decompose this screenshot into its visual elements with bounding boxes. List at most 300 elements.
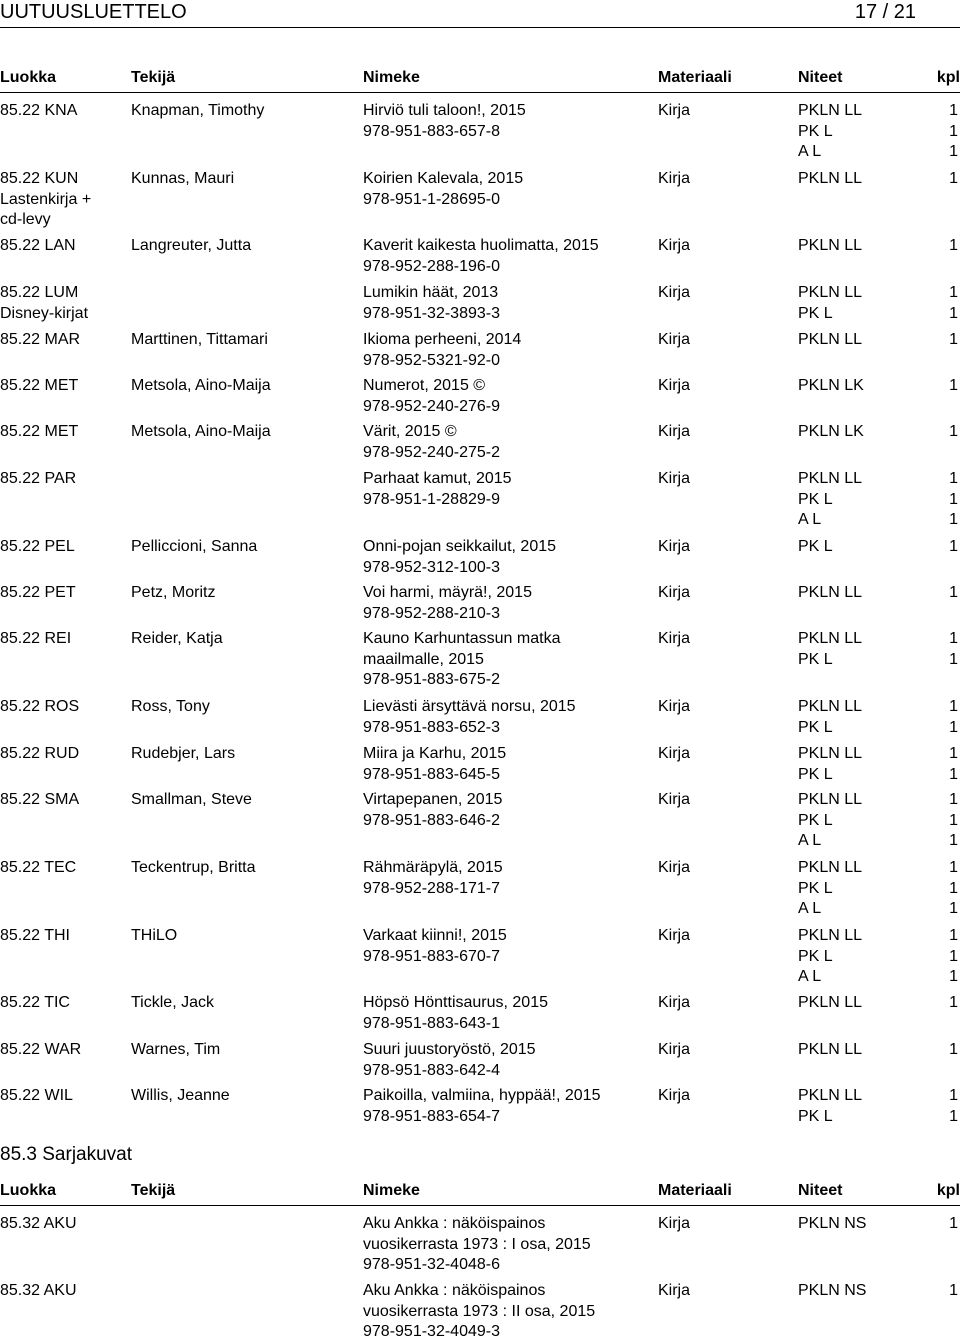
nimeke-line: Lumikin häät, 2013 [363, 284, 499, 301]
cell-tekija [131, 629, 223, 650]
luokka-line: 85.22 WAR [0, 1041, 82, 1058]
cell-luokka [0, 169, 91, 231]
cell-tekija [131, 330, 268, 351]
cell-nimeke [363, 330, 521, 371]
luokka-line: 85.22 KUN [0, 170, 79, 187]
cell-nimeke [363, 1086, 600, 1127]
nimeke-line: Kaverit kaikesta huolimatta, 2015 [363, 237, 599, 254]
kpl-line: 1 [949, 304, 958, 322]
niteet-line: A L [798, 832, 822, 849]
luokka-line: Disney-kirjat [0, 304, 89, 322]
cell-niteet [798, 629, 862, 670]
cell-nimeke [363, 583, 532, 624]
nimeke-line: Aku Ankka : näköispainos [363, 1282, 546, 1299]
column-header-niteet: Niteet [798, 69, 843, 86]
kpl-line: 1 [949, 170, 958, 187]
kpl-line: 1 [949, 994, 958, 1011]
niteet-line: PK L [798, 879, 833, 897]
nimeke-line: 978-951-1-28829-9 [363, 490, 500, 508]
cell-kpl [949, 744, 958, 785]
cell-kpl [949, 926, 958, 988]
cell-materiaali [658, 236, 690, 257]
cell-kpl [949, 330, 958, 351]
nimeke-line: Parhaat kamut, 2015 [363, 470, 512, 487]
kpl-line: 1 [949, 122, 958, 140]
cell-materiaali [658, 101, 690, 122]
cell-nimeke [363, 283, 500, 324]
kpl-line: 1 [949, 584, 958, 601]
cell-materiaali [658, 1214, 690, 1235]
cell-kpl [949, 537, 958, 558]
cell-tekija [131, 236, 251, 257]
nimeke-line: Varkaat kiinni!, 2015 [363, 927, 507, 944]
nimeke-line: Hirviö tuli taloon!, 2015 [363, 102, 526, 119]
luokka-line: 85.22 TEC [0, 859, 77, 876]
kpl-line: 1 [949, 1041, 958, 1058]
cell-niteet [798, 583, 862, 604]
tekija-line: Warnes, Tim [131, 1041, 221, 1058]
luokka-line: 85.22 PET [0, 584, 76, 601]
cell-niteet [798, 169, 862, 190]
cell-materiaali [658, 469, 690, 490]
tekija-line: Smallman, Steve [131, 791, 252, 808]
materiaali-line: Kirja [658, 377, 691, 394]
cell-nimeke [363, 1040, 536, 1081]
cell-nimeke [363, 1214, 591, 1276]
cell-niteet [798, 1086, 862, 1127]
nimeke-line: Ikioma perheeni, 2014 [363, 331, 522, 348]
tekija-line: Reider, Katja [131, 630, 223, 647]
niteet-line: PKLN LL [798, 237, 863, 254]
cell-materiaali [658, 283, 690, 304]
nimeke-line: 978-952-288-171-7 [363, 879, 500, 897]
nimeke-line: Voi harmi, mäyrä!, 2015 [363, 584, 532, 601]
niteet-line: PKLN LL [798, 1041, 863, 1058]
kpl-line: 1 [949, 968, 958, 985]
cell-materiaali [658, 858, 690, 879]
cell-nimeke [363, 101, 526, 142]
cell-tekija [131, 101, 264, 122]
nimeke-line: Onni-pojan seikkailut, 2015 [363, 538, 557, 555]
cell-materiaali [658, 537, 690, 558]
column-header-nimeke: Nimeke [363, 1182, 420, 1199]
column-header-niteet: Niteet [798, 1182, 843, 1199]
luokka-line: 85.22 ROS [0, 698, 80, 715]
luokka-line: 85.22 MAR [0, 331, 81, 348]
cell-kpl [949, 1086, 958, 1127]
tekija-line: Metsola, Aino-Maija [131, 423, 271, 440]
luokka-line: 85.22 LUM [0, 284, 79, 301]
cell-nimeke [363, 629, 560, 691]
column-header-kpl: kpl [936, 69, 960, 86]
nimeke-line: Paikoilla, valmiina, hyppää!, 2015 [363, 1087, 601, 1104]
kpl-line: 1 [949, 900, 958, 917]
cell-nimeke [363, 790, 502, 831]
luokka-line: 85.22 KNA [0, 102, 78, 119]
kpl-line: 1 [949, 947, 958, 965]
nimeke-line: 978-951-883-642-4 [363, 1061, 500, 1079]
luokka-line: 85.22 WIL [0, 1087, 73, 1104]
kpl-line: 1 [949, 423, 958, 440]
tekija-line: Marttinen, Tittamari [131, 331, 268, 348]
cell-kpl [949, 283, 958, 324]
nimeke-line: 978-951-883-654-7 [363, 1107, 500, 1125]
nimeke-line: Virtapepanen, 2015 [363, 791, 503, 808]
cell-nimeke [363, 926, 507, 967]
niteet-line: PKLN LL [798, 331, 863, 348]
cell-tekija [131, 422, 271, 443]
cell-luokka [0, 1281, 77, 1302]
cell-nimeke [363, 169, 523, 210]
niteet-line: PKLN LL [798, 1087, 863, 1104]
table-header-rule [0, 92, 960, 93]
materiaali-line: Kirja [658, 630, 691, 647]
niteet-line: PKLN LL [798, 584, 863, 601]
nimeke-line: 978-951-883-643-1 [363, 1014, 500, 1032]
cell-materiaali [658, 1040, 690, 1061]
nimeke-line: 978-951-883-657-8 [363, 122, 500, 140]
kpl-line: 1 [949, 745, 958, 762]
cell-kpl [949, 376, 958, 397]
nimeke-line: 978-951-883-652-3 [363, 718, 500, 736]
niteet-line: A L [798, 143, 822, 160]
cell-nimeke [363, 993, 548, 1034]
cell-nimeke [363, 469, 512, 510]
nimeke-line: 978-951-883-670-7 [363, 947, 500, 965]
cell-tekija [131, 1086, 230, 1107]
tekija-line: THiLO [131, 927, 178, 944]
niteet-line: PK L [798, 650, 833, 668]
nimeke-line: Kauno Karhuntassun matka [363, 630, 561, 647]
materiaali-line: Kirja [658, 1041, 691, 1058]
kpl-line: 1 [949, 698, 958, 715]
nimeke-line: Värit, 2015 © [363, 423, 457, 440]
cell-luokka [0, 1086, 73, 1107]
materiaali-line: Kirja [658, 927, 691, 944]
cell-materiaali [658, 744, 690, 765]
niteet-line: PK L [798, 1107, 833, 1125]
cell-kpl [949, 629, 958, 670]
cell-luokka [0, 330, 80, 351]
nimeke-line: 978-952-240-276-9 [363, 397, 500, 415]
cell-nimeke [363, 1281, 595, 1343]
cell-kpl [949, 1281, 958, 1302]
cell-nimeke [363, 697, 576, 738]
luokka-line: 85.22 PEL [0, 538, 75, 555]
cell-materiaali [658, 330, 690, 351]
kpl-line: 1 [949, 102, 958, 119]
tekija-line: Ross, Tony [131, 698, 210, 715]
column-header-luokka: Luokka [0, 1182, 57, 1199]
cell-niteet [798, 790, 862, 852]
cell-luokka [0, 101, 77, 122]
cell-niteet [798, 422, 864, 443]
cell-nimeke [363, 744, 506, 785]
cell-nimeke [363, 376, 500, 417]
nimeke-line: 978-951-883-645-5 [363, 765, 500, 783]
cell-niteet [798, 858, 862, 920]
cell-luokka [0, 236, 76, 257]
cell-kpl [949, 993, 958, 1014]
nimeke-line: 978-952-288-210-3 [363, 604, 500, 622]
luokka-line: 85.22 MET [0, 423, 79, 440]
niteet-line: PKLN LL [798, 470, 863, 487]
materiaali-line: Kirja [658, 102, 691, 119]
tekija-line: Langreuter, Jutta [131, 237, 252, 254]
tekija-line: Willis, Jeanne [131, 1087, 230, 1104]
cell-luokka [0, 993, 70, 1014]
nimeke-line: 978-951-32-4049-3 [363, 1323, 500, 1340]
tekija-line: Rudebjer, Lars [131, 745, 236, 762]
materiaali-line: Kirja [658, 423, 691, 440]
materiaali-line: Kirja [658, 994, 691, 1011]
cell-tekija [131, 993, 214, 1014]
header-rule [0, 27, 960, 28]
kpl-line: 1 [949, 832, 958, 849]
luokka-line: Lastenkirja + [0, 190, 92, 208]
cell-materiaali [658, 376, 690, 397]
luokka-line: 85.32 AKU [0, 1215, 77, 1232]
cell-niteet [798, 376, 864, 397]
nimeke-line: Numerot, 2015 © [363, 377, 486, 394]
niteet-line: PKLN LL [798, 102, 863, 119]
niteet-line: PK L [798, 122, 833, 140]
column-header-tekija: Tekijä [131, 1182, 176, 1199]
cell-niteet [798, 537, 833, 558]
cell-kpl [949, 1214, 958, 1235]
nimeke-line: 978-952-240-275-2 [363, 443, 500, 461]
cell-luokka [0, 422, 78, 443]
cell-nimeke [363, 236, 599, 277]
nimeke-line: Rähmäräpylä, 2015 [363, 859, 503, 876]
cell-kpl [949, 169, 958, 190]
kpl-line: 1 [949, 1215, 958, 1232]
niteet-line: PKLN LL [798, 745, 863, 762]
cell-niteet [798, 330, 862, 351]
cell-niteet [798, 469, 862, 531]
cell-niteet [798, 236, 862, 257]
cell-luokka [0, 858, 76, 879]
cell-luokka [0, 926, 70, 947]
materiaali-line: Kirja [658, 698, 691, 715]
niteet-line: PK L [798, 538, 833, 555]
cell-luokka [0, 469, 76, 490]
materiaali-line: Kirja [658, 237, 691, 254]
cell-niteet [798, 993, 862, 1014]
kpl-line: 1 [949, 511, 958, 528]
page-number: 17 / 21 [854, 1, 916, 23]
cell-materiaali [658, 583, 690, 604]
kpl-line: 1 [949, 765, 958, 783]
kpl-line: 1 [949, 791, 958, 808]
materiaali-line: Kirja [658, 859, 691, 876]
cell-materiaali [658, 1086, 690, 1107]
niteet-line: PKLN LK [798, 423, 864, 440]
niteet-line: PKLN LL [798, 284, 863, 301]
materiaali-line: Kirja [658, 284, 691, 301]
nimeke-line: maailmalle, 2015 [363, 650, 484, 668]
niteet-line: A L [798, 900, 822, 917]
cell-kpl [949, 858, 958, 920]
materiaali-line: Kirja [658, 1087, 691, 1104]
cell-tekija [131, 376, 271, 397]
cell-tekija [131, 169, 234, 190]
nimeke-line: 978-952-5321-92-0 [363, 351, 500, 369]
kpl-line: 1 [949, 1282, 958, 1299]
cell-kpl [949, 236, 958, 257]
luokka-line: 85.22 RUD [0, 745, 80, 762]
kpl-line: 1 [949, 331, 958, 348]
cell-kpl [949, 422, 958, 443]
cell-luokka [0, 1040, 81, 1061]
kpl-line: 1 [949, 630, 958, 647]
tekija-line: Teckentrup, Britta [131, 859, 256, 876]
tekija-line: Pelliccioni, Sanna [131, 538, 258, 555]
niteet-line: PKLN LL [798, 170, 863, 187]
luokka-line: 85.22 PAR [0, 470, 77, 487]
materiaali-line: Kirja [658, 745, 691, 762]
kpl-line: 1 [949, 377, 958, 394]
cell-niteet [798, 926, 862, 988]
cell-kpl [949, 469, 958, 531]
kpl-line: 1 [949, 1087, 958, 1104]
niteet-line: PKLN NS [798, 1215, 867, 1232]
materiaali-line: Kirja [658, 1282, 691, 1299]
cell-kpl [949, 1040, 958, 1061]
cell-materiaali [658, 422, 690, 443]
cell-luokka [0, 583, 76, 604]
cell-niteet [798, 744, 862, 785]
niteet-line: PKLN LL [798, 791, 863, 808]
niteet-line: PK L [798, 947, 833, 965]
luokka-line: 85.22 LAN [0, 237, 76, 254]
cell-materiaali [658, 926, 690, 947]
nimeke-line: Suuri juustoryöstö, 2015 [363, 1041, 536, 1058]
materiaali-line: Kirja [658, 170, 691, 187]
cell-tekija [131, 537, 257, 558]
section-heading: 85.3 Sarjakuvat [0, 1144, 133, 1165]
cell-nimeke [363, 858, 503, 899]
tekija-line: Knapman, Timothy [131, 102, 265, 119]
cell-nimeke [363, 422, 500, 463]
cell-materiaali [658, 629, 690, 650]
cell-materiaali [658, 993, 690, 1014]
nimeke-line: vuosikerrasta 1973 : I osa, 2015 [363, 1235, 591, 1253]
kpl-line: 1 [949, 859, 958, 876]
cell-niteet [798, 1214, 866, 1235]
column-header-luokka: Luokka [0, 69, 57, 86]
nimeke-line: 978-952-288-196-0 [363, 257, 500, 275]
table-header-rule [0, 1205, 960, 1206]
cell-materiaali [658, 697, 690, 718]
nimeke-line: 978-951-883-646-2 [363, 811, 500, 829]
cell-luokka [0, 283, 88, 324]
kpl-line: 1 [949, 650, 958, 668]
luokka-line: cd-levy [0, 211, 51, 228]
cell-nimeke [363, 537, 556, 578]
cell-materiaali [658, 169, 690, 190]
cell-tekija [131, 697, 210, 718]
cell-tekija [131, 1040, 220, 1061]
cell-kpl [949, 790, 958, 852]
cell-niteet [798, 697, 862, 738]
nimeke-line: Höpsö Hönttisaurus, 2015 [363, 994, 548, 1011]
kpl-line: 1 [949, 1107, 958, 1125]
column-header-tekija: Tekijä [131, 69, 176, 86]
kpl-line: 1 [949, 490, 958, 508]
cell-luokka [0, 376, 78, 397]
column-header-materiaali: Materiaali [658, 1182, 732, 1199]
niteet-line: PKLN LL [798, 859, 863, 876]
niteet-line: A L [798, 968, 822, 985]
niteet-line: PKLN LK [798, 377, 864, 394]
luokka-line: 85.22 THI [0, 927, 70, 944]
nimeke-line: 978-952-312-100-3 [363, 558, 500, 576]
tekija-line: Tickle, Jack [131, 994, 214, 1011]
nimeke-line: 978-951-1-28695-0 [363, 190, 500, 208]
cell-niteet [798, 1281, 866, 1302]
cell-niteet [798, 283, 862, 324]
niteet-line: PKLN LL [798, 927, 863, 944]
cell-materiaali [658, 1281, 690, 1302]
materiaali-line: Kirja [658, 791, 691, 808]
tekija-line: Kunnas, Mauri [131, 170, 235, 187]
niteet-line: PKLN LL [798, 994, 863, 1011]
materiaali-line: Kirja [658, 538, 691, 555]
nimeke-line: Miira ja Karhu, 2015 [363, 745, 507, 762]
nimeke-line: 978-951-32-3893-3 [363, 304, 500, 322]
kpl-line: 1 [949, 538, 958, 555]
tekija-line: Metsola, Aino-Maija [131, 377, 271, 394]
cell-tekija [131, 858, 256, 879]
niteet-line: PK L [798, 765, 833, 783]
cell-niteet [798, 101, 862, 163]
cell-luokka [0, 1214, 77, 1235]
cell-tekija [131, 926, 177, 947]
column-header-materiaali: Materiaali [658, 69, 732, 86]
cell-luokka [0, 744, 79, 765]
cell-kpl [949, 697, 958, 738]
kpl-line: 1 [949, 237, 958, 254]
kpl-line: 1 [949, 718, 958, 736]
nimeke-line: Koirien Kalevala, 2015 [363, 170, 524, 187]
niteet-line: PKLN LL [798, 698, 863, 715]
kpl-line: 1 [949, 927, 958, 944]
luokka-line: 85.22 SMA [0, 791, 80, 808]
nimeke-line: Aku Ankka : näköispainos [363, 1215, 546, 1232]
niteet-line: PKLN NS [798, 1282, 867, 1299]
nimeke-line: 978-951-32-4048-6 [363, 1256, 500, 1273]
nimeke-line: vuosikerrasta 1973 : II osa, 2015 [363, 1302, 596, 1320]
cell-tekija [131, 744, 235, 765]
luokka-line: 85.22 TIC [0, 994, 70, 1011]
nimeke-line: 978-951-883-675-2 [363, 671, 500, 688]
catalog-title: UUTUUSLUETTELO [0, 1, 187, 23]
luokka-line: 85.22 REI [0, 630, 72, 647]
cell-luokka [0, 790, 79, 811]
niteet-line: PK L [798, 490, 833, 508]
kpl-line: 1 [949, 811, 958, 829]
niteet-line: PK L [798, 718, 833, 736]
materiaali-line: Kirja [658, 1215, 691, 1232]
kpl-line: 1 [949, 879, 958, 897]
kpl-line: 1 [949, 284, 958, 301]
luokka-line: 85.32 AKU [0, 1282, 77, 1299]
column-header-kpl: kpl [936, 1182, 960, 1199]
kpl-line: 1 [949, 470, 958, 487]
cell-luokka [0, 629, 71, 650]
niteet-line: PKLN LL [798, 630, 863, 647]
